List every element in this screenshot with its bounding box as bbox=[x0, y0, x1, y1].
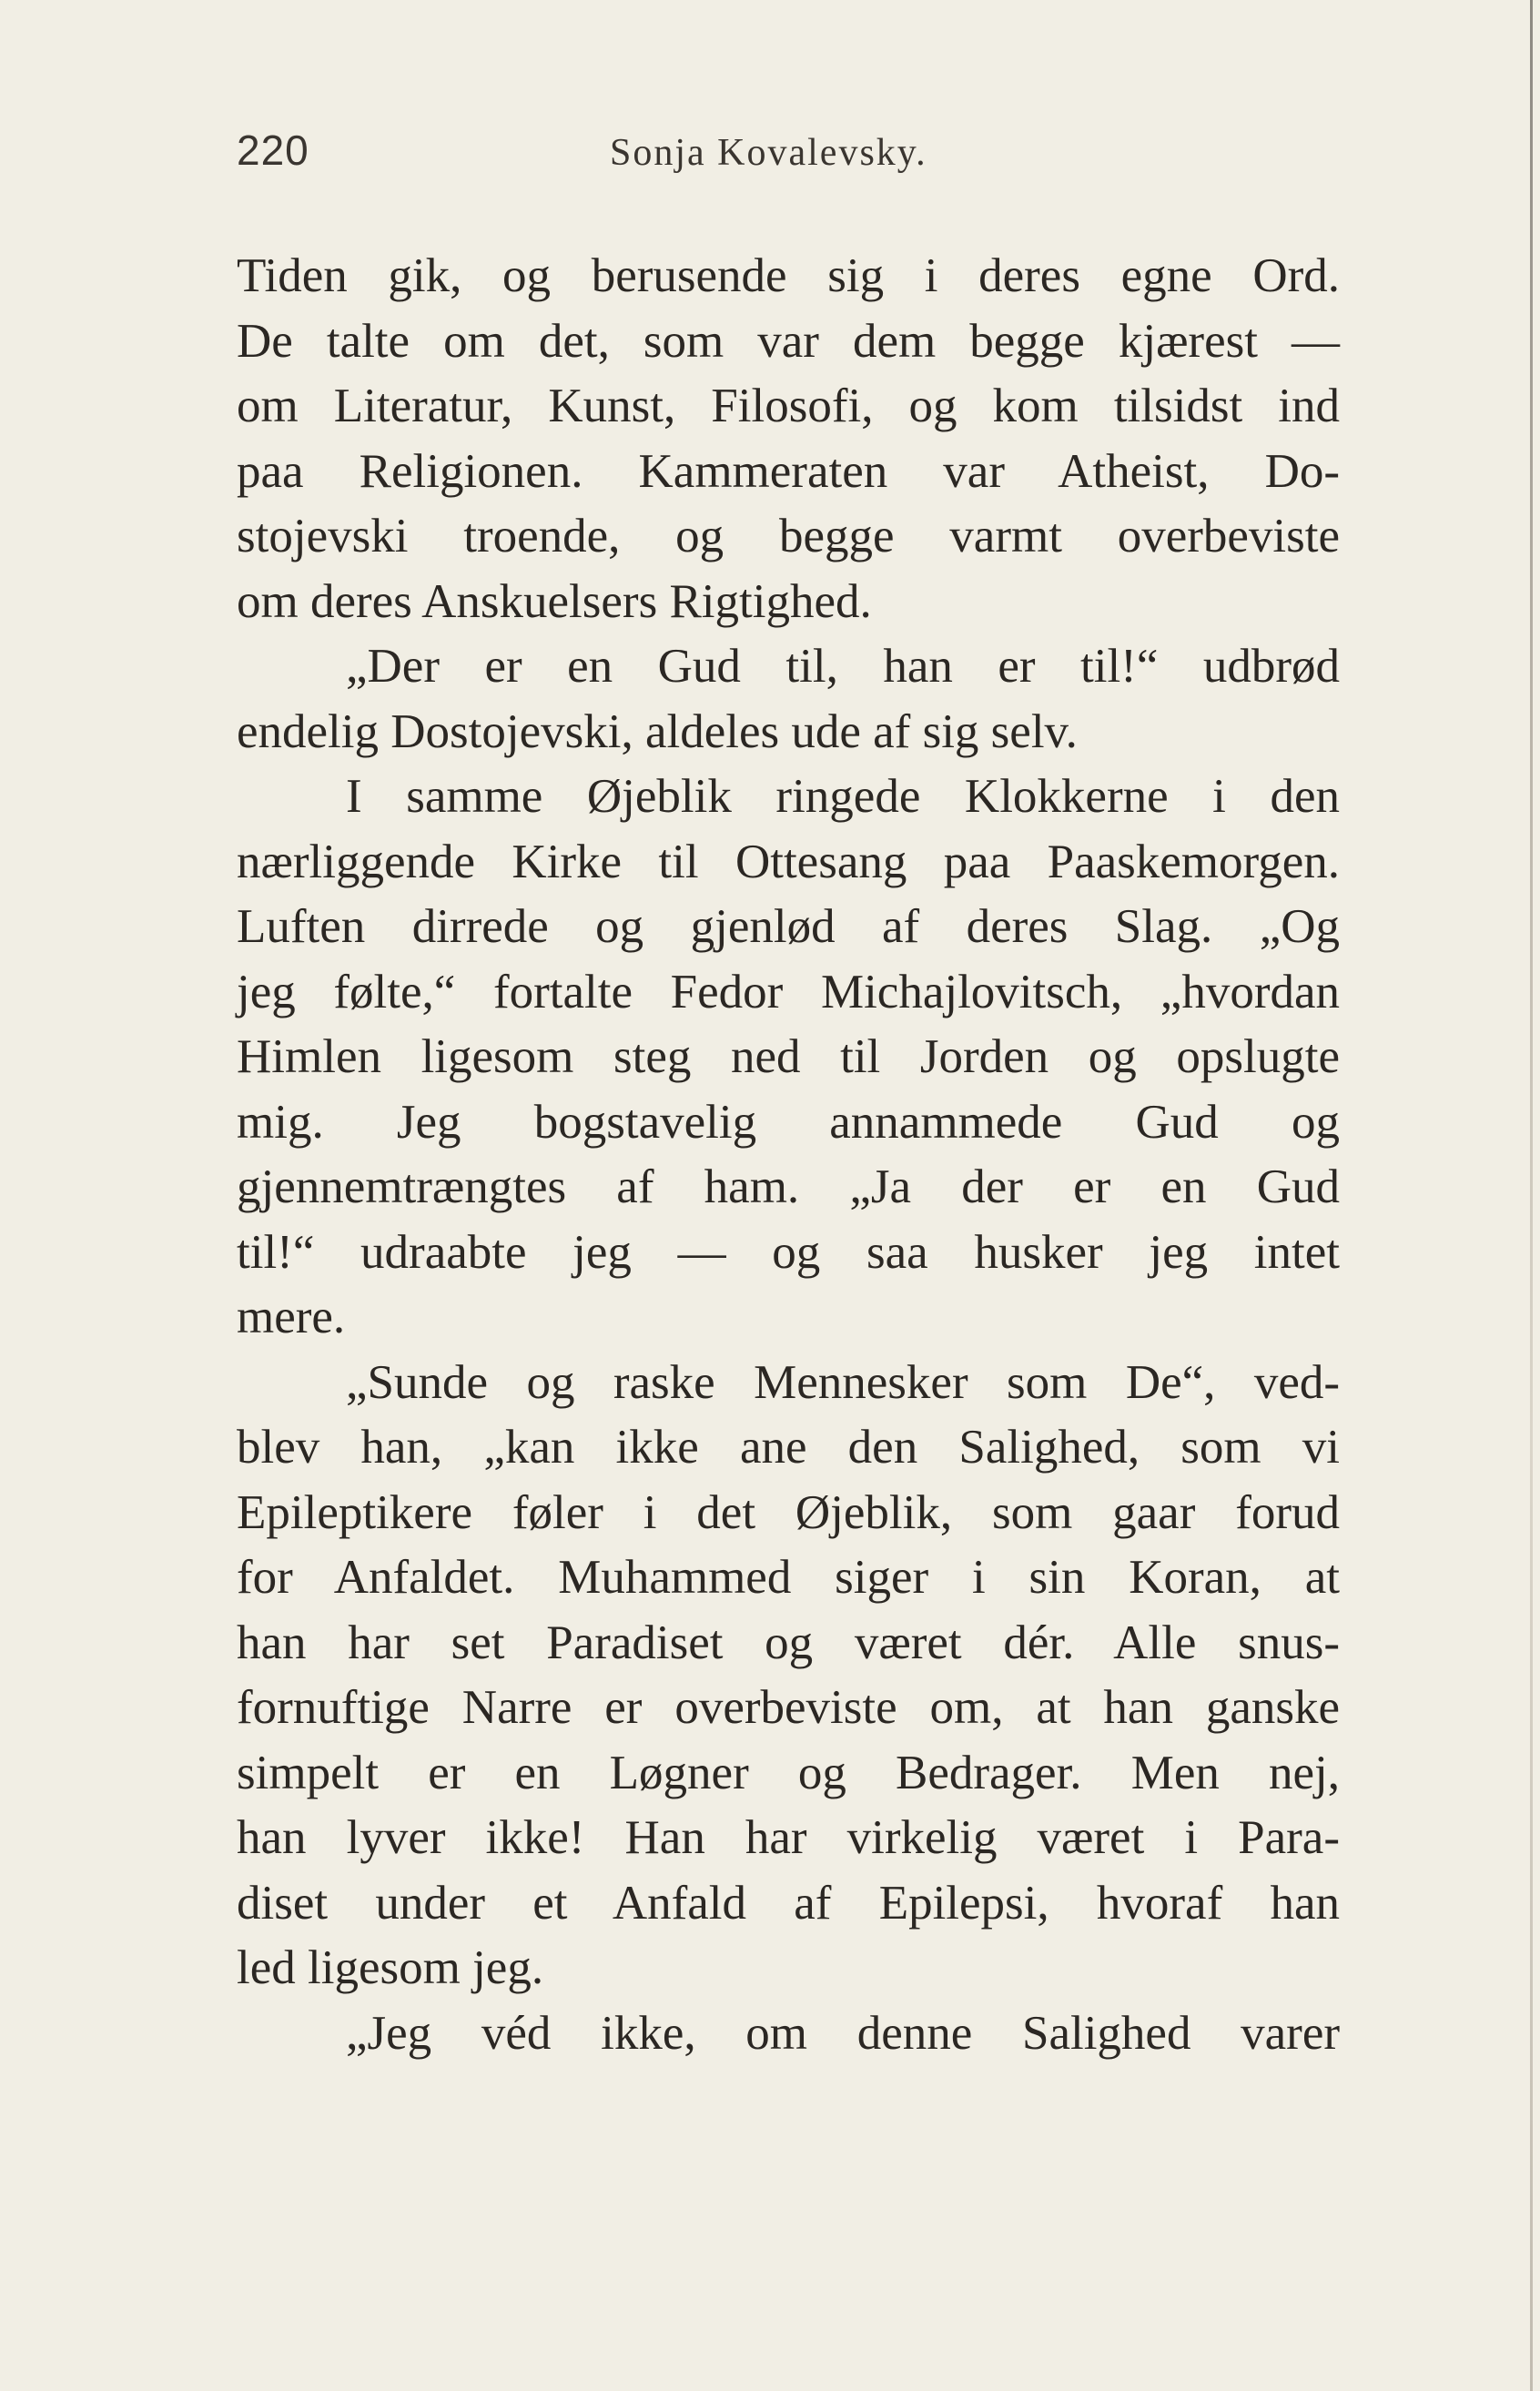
text-line: nærliggende Kirke til Ottesang paa Paaskemorgen. bbox=[237, 835, 1340, 888]
text-line: Tiden gik, og berusende sig i deres egne Ord. bbox=[237, 249, 1340, 302]
text-line: for Anfaldet. Muhammed siger i sin Koran, at bbox=[237, 1551, 1340, 1604]
page-header bbox=[237, 126, 1340, 180]
text-line: Luften dirrede og gjenlød af deres Slag. „Og bbox=[237, 900, 1340, 953]
text-line: endelig Dostojevski, aldeles ude af sig selv. bbox=[237, 704, 1078, 758]
text-line: led ligesom jeg. bbox=[237, 1941, 544, 1994]
text-line: De talte om det, som var dem begge kjærest — bbox=[237, 314, 1340, 368]
text-line: „Jeg véd ikke, om denne Salighed varer bbox=[346, 2006, 1340, 2060]
text-line: Himlen ligesom steg ned til Jorden og opslugte bbox=[237, 1030, 1340, 1083]
text-line: gjennemtrængtes af ham. „Ja der er en Gud bbox=[237, 1160, 1340, 1213]
text-line: fornuftige Narre er overbeviste om, at han ganske bbox=[237, 1681, 1340, 1734]
text-line: om deres Anskuelsers Rigtighed. bbox=[237, 574, 872, 628]
text-line: mig. Jeg bogstavelig annammede Gud og bbox=[237, 1095, 1340, 1149]
text-line: mere. bbox=[237, 1291, 346, 1343]
text-line: „Der er en Gud til, han er til!“ udbrød bbox=[346, 640, 1340, 693]
text-line: I samme Øjeblik ringede Klokkerne i den bbox=[346, 770, 1340, 823]
text-line: blev han, „kan ikke ane den Salighed, som vi bbox=[237, 1421, 1340, 1474]
text-line: diset under et Anfald af Epilepsi, hvoraf han bbox=[237, 1876, 1340, 1930]
text-line: „Sunde og raske Mennesker som De“, ved- bbox=[346, 1355, 1340, 1409]
page-edge-shadow bbox=[1530, 0, 1533, 2391]
text-line: paa Religionen. Kammeraten var Atheist, Do- bbox=[237, 444, 1340, 498]
text-line: om Literatur, Kunst, Filosofi, og kom tilsidst ind bbox=[237, 380, 1340, 432]
page-number: 220 bbox=[237, 127, 309, 174]
running-head: Sonja Kovalevsky. bbox=[610, 132, 927, 174]
text-line: han har set Paradiset og været dér. Alle snus- bbox=[237, 1616, 1340, 1669]
text-line: jeg følte,“ fortalte Fedor Michajlovitsch, „hvordan bbox=[237, 965, 1340, 1018]
text-line: til!“ udraabte jeg — og saa husker jeg intet bbox=[237, 1225, 1340, 1279]
text-line: stojevski troende, og begge varmt overbeviste bbox=[237, 510, 1340, 562]
text-line: Epileptikere føler i det Øjeblik, som gaar forud bbox=[237, 1485, 1340, 1539]
text-line: simpelt er en Løgner og Bedrager. Men nej, bbox=[237, 1746, 1340, 1799]
body-text bbox=[237, 244, 1340, 2066]
text-line: han lyver ikke! Han har virkelig været i Para- bbox=[237, 1811, 1340, 1864]
